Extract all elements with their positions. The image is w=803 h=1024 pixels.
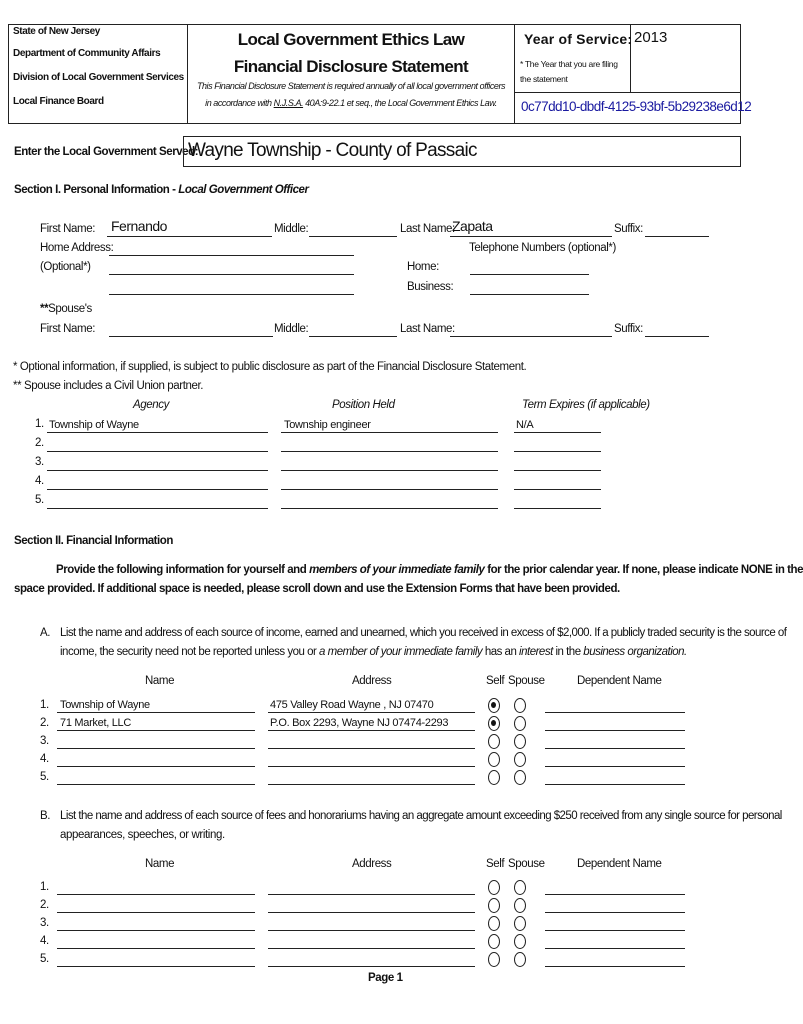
income-row-num: 4. [40,753,49,765]
fee-row-num: 5. [40,953,49,965]
position-held-value: Township engineer [284,419,371,431]
spouse-radio[interactable] [514,934,526,949]
item-b-letter: B. [40,810,51,822]
agency-line-1: State of New Jersey [13,26,100,37]
spouse-radio[interactable] [514,898,526,913]
income-address-field[interactable] [268,712,475,713]
position-term-field[interactable] [514,470,601,471]
spouse-middle-label: Middle: [274,323,309,335]
business-phone-label: Business: [407,281,454,293]
first-name-label: First Name: [40,223,96,235]
fee-address-field[interactable] [268,930,475,931]
position-agency-field[interactable] [47,432,268,433]
a-line2-mid: has an [482,646,520,658]
item-a-line1: List the name and address of each source of income, earned and unearned, which you received in excess of $2,000. If a publicly traded security is the source of [60,627,787,639]
position-row-num: 5. [35,494,44,506]
dependent-name-field[interactable] [545,912,685,913]
dependent-name-field[interactable] [545,784,685,785]
position-agency-field[interactable] [47,451,268,452]
self-radio[interactable] [488,880,500,895]
fee-name-field[interactable] [57,948,255,949]
gov-served-field[interactable] [183,136,741,167]
gov-served-label: Enter the Local Government Served: [14,146,199,158]
spouse-star: ** [40,303,49,315]
self-radio[interactable] [488,916,500,931]
last-name-label: Last Name: [400,223,455,235]
income-address-value: P.O. Box 2293, Wayne NJ 07474-2293 [270,717,449,729]
position-agency-value: Township of Wayne [49,419,139,431]
income-address-field[interactable] [268,730,475,731]
income-address-field[interactable] [268,766,475,767]
spouse-radio[interactable] [514,734,526,749]
year-label: Year of Service: [524,31,633,47]
dependent-name-field[interactable] [545,966,685,967]
position-term-value: N/A [516,419,534,431]
a-line2-pre: income, the security need not be reported unless you or [60,646,320,658]
intro-pre: Provide the following information for yourself and [56,564,310,576]
spouse-middle-field[interactable] [309,336,397,337]
section2-intro-line1 [56,564,803,576]
item-b-line1: List the name and address of each source of fees and honorariums having an aggregate amount exceeding $250 received from any single source for personal [60,810,782,822]
self-radio[interactable] [488,770,500,785]
position-agency-field[interactable] [47,489,268,490]
income-col-address: Address [352,675,392,687]
suffix-label: Suffix: [614,223,643,235]
position-row-num: 3. [35,456,44,468]
position-held-field[interactable] [281,432,498,433]
self-radio[interactable] [488,952,500,967]
col-position-header: Position Held [332,399,395,411]
position-term-field[interactable] [514,508,601,509]
position-term-field[interactable] [514,451,601,452]
home-address-field-1[interactable] [109,255,354,256]
first-name-field[interactable] [107,236,272,237]
fees-col-self: Self [486,858,505,870]
agency-line-2: Department of Community Affairs [13,48,161,59]
last-name-field[interactable] [450,236,612,237]
spouse-suffix-label: Suffix: [614,323,643,335]
spouse-first-name-label: First Name: [40,323,96,335]
home-phone-field[interactable] [470,274,589,275]
agency-line-3: Division of Local Government Services [13,72,184,83]
section1-heading-italic: Local Government Officer [178,184,309,196]
form-note-line2 [188,98,514,108]
item-a-letter: A. [40,627,51,639]
income-name-field[interactable] [57,712,255,713]
document-id: 0c77dd10-dbdf-4125-93bf-5b29238e6d12 [521,99,752,114]
section1-heading-text: Section I. Personal Information - [14,184,179,196]
income-name-field[interactable] [57,748,255,749]
spouse-last-name-field[interactable] [450,336,612,337]
position-term-field[interactable] [514,489,601,490]
dependent-name-field[interactable] [545,712,685,713]
income-col-dependent: Dependent Name [577,675,662,687]
income-address-field[interactable] [268,748,475,749]
income-row-num: 3. [40,735,49,747]
fees-col-dependent: Dependent Name [577,858,662,870]
spouse-radio[interactable] [514,916,526,931]
col-agency-header: Agency [133,399,169,411]
income-name-field[interactable] [57,766,255,767]
fee-address-field[interactable] [268,912,475,913]
spouse-last-name-label: Last Name: [400,323,455,335]
page-number: Page 1 [368,972,403,984]
fee-row-num: 3. [40,917,49,929]
income-row-num: 5. [40,771,49,783]
dependent-name-field[interactable] [545,930,685,931]
year-note-line1: * The Year that you are filing [520,59,618,69]
footnote-spouse: ** Spouse includes a Civil Union partner. [13,380,204,392]
position-row-num: 2. [35,437,44,449]
position-agency-field[interactable] [47,470,268,471]
home-address-field-3[interactable] [109,294,354,295]
self-radio[interactable] [488,698,500,713]
phone-numbers-label: Telephone Numbers (optional*) [469,242,616,254]
section2-heading: Section II. Financial Information [14,535,173,547]
header-divider-right [514,24,515,124]
middle-label: Middle: [274,223,309,235]
year-note-line2: the statement [520,74,568,84]
income-name-field[interactable] [57,784,255,785]
dependent-name-field[interactable] [545,894,685,895]
position-term-field[interactable] [514,432,601,433]
fees-col-spouse: Spouse [508,858,545,870]
dependent-name-field[interactable] [545,730,685,731]
item-a-line2 [60,646,687,658]
form-note-line1: This Financial Disclosure Statement is required annually of all local government officers [196,81,506,91]
position-held-field[interactable] [281,489,498,490]
self-radio[interactable] [488,734,500,749]
position-held-field[interactable] [281,470,498,471]
spouse-radio[interactable] [514,698,526,713]
note-post: 40A:9-22.1 et seq., the Local Government Ethics Law. [303,98,497,108]
position-agency-field[interactable] [47,508,268,509]
middle-name-field[interactable] [309,236,397,237]
a-line2-italic2: interest [519,646,553,658]
income-name-value: 71 Market, LLC [60,717,132,729]
fees-col-address: Address [352,858,392,870]
form-title-line1: Local Government Ethics Law [237,30,465,49]
suffix-field[interactable] [645,236,709,237]
agency-line-4: Local Finance Board [13,96,104,107]
spouse-radio[interactable] [514,752,526,767]
home-phone-label: Home: [407,261,439,273]
fee-name-field[interactable] [57,912,255,913]
fee-row-num: 4. [40,935,49,947]
spouse-radio[interactable] [514,880,526,895]
fee-address-field[interactable] [268,948,475,949]
col-term-header: Term Expires (if applicable) [522,399,650,411]
home-address-field-2[interactable] [109,274,354,275]
fee-address-field[interactable] [268,966,475,967]
position-held-field[interactable] [281,451,498,452]
fee-name-field[interactable] [57,930,255,931]
form-title-line2: Financial Disclosure Statement [233,57,469,76]
item-b-line2: appearances, speeches, or writing. [60,829,225,841]
fee-row-num: 1. [40,881,49,893]
spouse-first-name-field[interactable] [109,336,273,337]
self-radio[interactable] [488,898,500,913]
footnote-optional: * Optional information, if supplied, is subject to public disclosure as part of the Financial Disclosure Statement. [13,361,527,373]
business-phone-field[interactable] [470,294,589,295]
fee-address-field[interactable] [268,894,475,895]
spouse-radio[interactable] [514,716,526,731]
a-line2-mid2: in the [552,646,584,658]
self-radio[interactable] [488,934,500,949]
fee-row-num: 2. [40,899,49,911]
note-njsa: N.J.S.A. [273,98,304,108]
section2-intro-line2: space provided. If additional space is needed, please scroll down and use the Extension Forms that have been provided. [14,583,620,595]
year-bottom-rule [514,92,741,93]
a-line2-italic3: business organization. [583,646,687,658]
income-col-name: Name [145,675,175,687]
dependent-name-field[interactable] [545,748,685,749]
dependent-name-field[interactable] [545,948,685,949]
position-row-num: 1. [35,418,44,430]
gov-served-value: Wayne Township - County of Passaic [188,140,477,161]
spouse-text: Spouse's [48,303,92,315]
self-radio[interactable] [488,752,500,767]
intro-italic: members of your immediate family [309,564,485,576]
income-name-field[interactable] [57,730,255,731]
income-row-num: 2. [40,717,49,729]
intro-post: for the prior calendar year. If none, please indicate NONE in the [484,564,803,576]
income-address-field[interactable] [268,784,475,785]
income-name-value: Township of Wayne [60,699,150,711]
optional-label: (Optional*) [40,261,91,273]
self-radio[interactable] [488,716,500,731]
first-name-value: Fernando [111,218,167,234]
year-value[interactable]: 2013 [634,29,668,46]
a-line2-italic1: a member of your immediate family [319,646,483,658]
fee-name-field[interactable] [57,966,255,967]
spouse-suffix-field[interactable] [645,336,709,337]
position-row-num: 4. [35,475,44,487]
position-held-field[interactable] [281,508,498,509]
fee-name-field[interactable] [57,894,255,895]
section1-heading [14,184,309,196]
spouse-radio[interactable] [514,952,526,967]
dependent-name-field[interactable] [545,766,685,767]
note-pre: in accordance with [205,98,274,108]
income-address-value: 475 Valley Road Wayne , NJ 07470 [270,699,434,711]
spouse-label [40,303,92,315]
fees-col-name: Name [145,858,175,870]
income-row-num: 1. [40,699,49,711]
income-col-self: Self [486,675,505,687]
home-address-label: Home Address: [40,242,114,254]
spouse-radio[interactable] [514,770,526,785]
income-col-spouse: Spouse [508,675,545,687]
last-name-value: Zapata [452,218,493,234]
